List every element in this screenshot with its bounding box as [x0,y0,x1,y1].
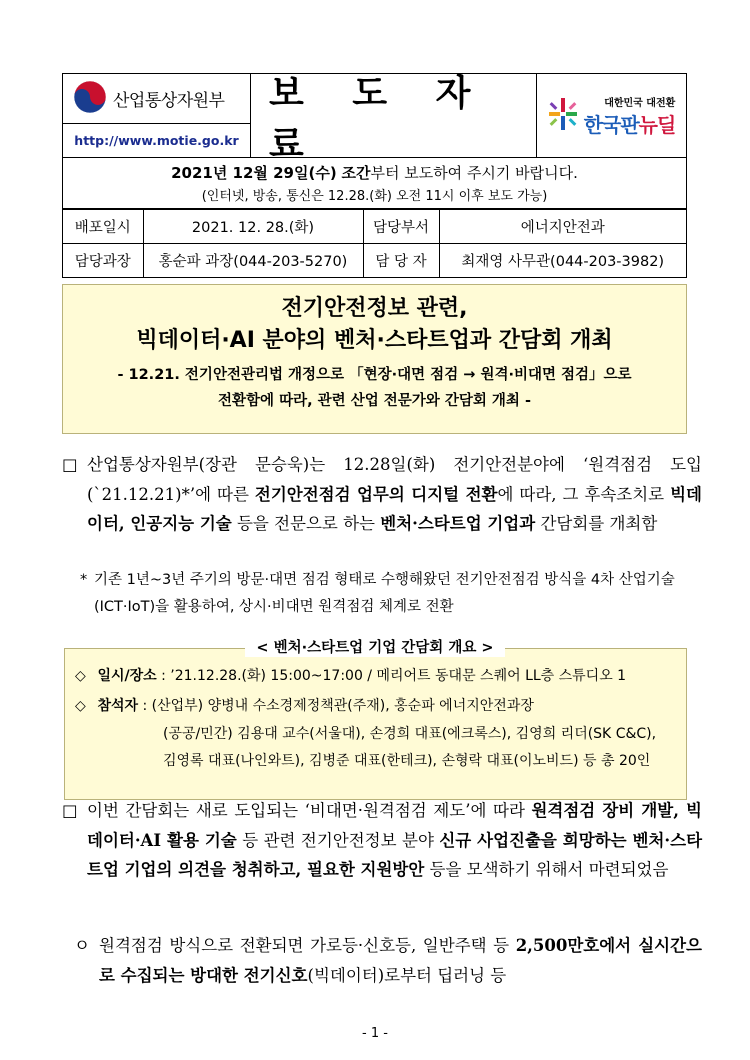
overview-title: < 벤처·스타트업 기업 간담회 개요 > [245,636,505,657]
overview-attendees-row [75,695,534,715]
release-info-table [63,209,686,278]
chief-label: 담당과장 [63,244,143,278]
paragraph-1-text [87,450,702,539]
p2-text-c: 등 관련 전기안전정보 분야 [236,830,440,850]
attendees-label: 참석자 [97,698,139,714]
overview-when-row [75,665,626,685]
when-value: : ’21.12.28.(화) 15:00~17:00 / 메리어트 동대문 스퀘어 LL층 스튜디오 1 [161,668,627,684]
diamond-bullet: ◇ [75,698,86,714]
p1-text-e: 등을 전문으로 하는 [231,514,381,533]
p2-text-e: 등을 모색하기 위해서 마련되었음 [424,860,669,879]
p2-bold-d: 신규 사업진출을 희망하는 벤처·스타트업 기업의 의견을 청취하고, 필요한 지원방안 [87,830,703,879]
headline-box [62,284,687,434]
when-label: 일시/장소 [97,668,157,684]
new-deal-title-a: 한국판 [583,112,639,137]
p2-bold-b: 원격점검 장비 개발, 빅데이터·AI 활용 기술 [87,801,702,850]
p2-text-a: 이번 간담회는 새로 도입되는 ‘비대면·원격점검 제도’에 따라 [87,801,532,820]
attendees-line-1: : (산업부) 양병내 수소경제정책관(주재), 홍순파 에너지안전과장 [142,698,534,714]
table-row [63,244,686,278]
p1-text-g: 간담회를 개최함 [535,514,658,533]
page-title: 보 도 자 료 [269,72,489,165]
headline-line-2: 빅데이터·AI 분야의 벤처·스타트업과 간담회 개최 [136,328,613,353]
p3-text-c: (빅데이터)로부터 딥러닝 등 [307,965,507,985]
korean-new-deal-logo [536,74,686,157]
embargo-tail: 부터 보도하여 주시기 바랍니다. [370,164,578,182]
new-deal-subtitle: 대한민국 대전환 [604,97,676,109]
headline-sub-1: - 12.21. 전기안전관리법 개정으로 「현장·대면 점검 → 원격·비대면 점검」으로 [117,367,632,383]
footnote [80,567,700,621]
staff-value: 최재영 사무관(044-203-3982) [439,244,686,278]
ministry-url-link[interactable]: http://www.motie.go.kr [63,123,250,157]
press-release-header [62,73,687,278]
p1-bold-d: 빅데이터, 인공지능 기술 [87,484,702,533]
box-bullet: □ [62,801,78,820]
overview-box [64,648,687,800]
paragraph-2 [62,796,702,885]
new-deal-sparkle-icon [548,97,578,135]
headline-line-1: 전기안전정보 관련, [281,296,468,321]
asterisk-marker: * [80,572,88,588]
box-bullet: □ [62,455,78,474]
embargo-session: 조간 [341,164,371,182]
embargo-notice [63,158,686,209]
release-date-label: 배포일시 [63,210,143,244]
header-top-row [63,72,686,165]
p1-text-c: 에 따라, 그 후속조치로 [497,484,671,504]
department-value: 에너지안전과 [439,210,686,244]
department-label: 담당부서 [363,210,439,244]
ministry-logo-row [63,74,250,123]
paragraph-1 [62,450,702,539]
new-deal-title [584,109,676,138]
chief-value: 홍순파 과장(044-203-5270) [143,244,363,278]
attendees-line-3: 김영록 대표(나인와트), 김병준 대표(한테크), 손형락 대표(이노비드) 등 총 20인 [163,753,651,769]
headline-sub-2: 전환함에 따라, 관련 산업 전문가와 간담회 개최 - [218,393,531,409]
p1-bold-f: 벤처·스타트업 기업과 [380,514,536,533]
footnote-text: 기존 1년~3년 주기의 방문·대면 점검 형태로 수행해왔던 전기안전점검 방식을 4차 산업기술(ICT·IoT)을 활용하여, 상시·비대면 원격점검 체계로 전환 [94,572,675,615]
paragraph-2-text [87,796,702,885]
ministry-block [63,74,251,157]
embargo-date: 2021년 12월 29일(수) [171,164,337,182]
table-row [63,210,686,244]
new-deal-text [584,94,676,138]
attendees-line-2: (공공/민간) 김용대 교수(서울대), 손경희 대표(에크록스), 김영희 리더(SK C&C), [163,726,657,742]
p3-text-a: 원격점검 방식으로 전환되면 가로등·신호등, 일반주택 등 [99,936,516,955]
embargo-line-2: (인터넷, 방송, 통신은 12.28.(화) 오전 11시 이후 보도 가능) [201,189,548,204]
diamond-bullet: ◇ [75,668,86,684]
new-deal-title-b: 뉴딜 [638,112,676,137]
p3-bold-b: 2,500만호에서 실시간으로 수집되는 방대한 전기신호 [99,936,702,985]
circle-bullet: ㅇ [74,936,90,955]
p1-bold-b: 전기안전점검 업무의 디지털 전환 [254,484,498,504]
embargo-line-1 [63,162,686,183]
paragraph-3 [74,931,702,990]
taegeuk-logo-icon [73,80,107,118]
paragraph-3-text [99,931,702,990]
release-date-value: 2021. 12. 28.(화) [143,210,363,244]
page-number: - 1 - [362,1026,388,1041]
ministry-name: 산업통상자원부 [113,91,225,111]
p1-text-a: 산업통상자원부(장관 문승욱)는 12.28일(화) 전기안전분야에 ‘원격점검 도입(`21.12.21)*’에 따른 [87,455,702,504]
staff-label: 담 당 자 [363,244,439,278]
